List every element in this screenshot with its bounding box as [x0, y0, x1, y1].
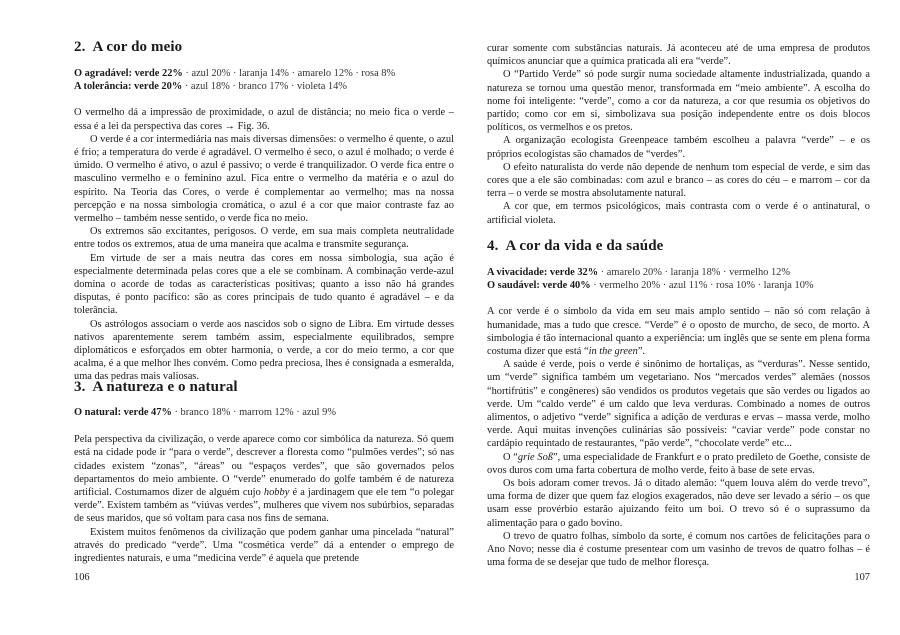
paragraph: Os astrólogos associam o verde aos nascidos sob o signo de Libra. Em virtude desses nativos aparentemente serem também assim, especialmente equilibrados, sempre diplomáticos e esforçados em obter harmonia, o verde, a cor do meio termo, a cor que acalma, é a que melhor lhes convém. Como pedra preciosa, lhes é consignada a esmeralda, uma das pedras mais valiosas.	[74, 318, 454, 383]
paragraph: O verde é a cor intermediária nas mais diversas dimensões: o vermelho é quente, o azul é frio; a temperatura do verde é agradável. O vermelho é seco, o azul é molhado; o verde é úmido. O vermelho é ativo, o azul é passivo; o verde é tranquilizador. O verde fica entre o masculino vermelho e o feminino azul. Fica entre o vermelho da matéria e o azul do espírito. Na Teoria das Cores, o verde é complementar ao vermelho; mas na nossa percepção e na nossa simbologia cromática, o azul é a cor que maior contraste faz ao vermelho – também nesse sentido, o verde fica no meio.	[74, 133, 454, 225]
right-page	[487, 0, 870, 635]
paragraph: A saúde é verde, pois o verde é sinônimo de hortaliças, as “verduras”. Nesse sentido, um “verde” significa também um vegetariano. Nos “mercados verdes” alemães (nossos “hortifrútis” e congêneres) são vendidos os produtos vegetais que são verdes ou ligados ao verde. Um “caldo verde” é um caldo que leva verduras. Combinado a nomes de outros alimentos, o adjetivo “verde” significa a adição de verduras e ervas – massa verde, molho verde. Aqui muitas invenções culinárias são possíveis: “caviar verde” pode constar no cardápio requintado de restaurantes, “pão verde”, “chocolate verde” etc...	[487, 359, 870, 450]
paragraph: A organização ecologista Greenpeace também escolheu a palavra “verde” – e os próprios ecologistas são chamados de “verdes”.	[487, 135, 870, 160]
paragraph: A cor verde é o símbolo da vida em seu mais amplo sentido – não só com relação à humanidade, mas a tudo que cresce. “Verde” é o oposto de murcho, de seco, de morto. A simbologia é tão internacional quanto a experiência: um inglês que se sente em plena forma costuma dizer que está “in the green”.	[487, 306, 870, 358]
stat-line: A tolerância: verde 20% · azul 18% · branco 17% · violeta 14%	[74, 81, 347, 93]
page-number: 107	[854, 572, 870, 583]
paragraph: Os extremos são excitantes, perigosos. O verde, em sua mais completa neutralidade entre todos os extremos, atua de uma maneira que acalma e transmite segurança.	[74, 226, 454, 251]
stat-line: O agradável: verde 22% · azul 20% · laranja 14% · amarelo 12% · rosa 8%	[74, 68, 396, 79]
paragraph: O “Partido Verde” só pode surgir numa sociedade altamente industrializada, quando a natureza se tornou uma questão menor, transformada em “meio ambiente”. A escolha do nome foi inteligente: “verde”, como a cor da natureza, a cor que resumia os objetivos do partido; como cor em si, simbolizava sua posição independente entre os dois blocos políticos, os vermelhos e os pretos.	[487, 69, 870, 134]
paragraph: O efeito naturalista do verde não depende de nenhum tom especial de verde, e sim das cores que a ele são combinadas: com azul e branco – as cores do céu – e marrom – cor da terra – o verde se mostra absolutamente natural.	[487, 161, 870, 200]
section-4	[487, 237, 870, 569]
paragraph: A cor que, em termos psicológicos, mais contrasta com o verde é o antinatural, o artificial violeta.	[487, 201, 870, 226]
paragraph: Em virtude de ser a mais neutra das cores em nossa simbologia, sua ação é especialmente determinada pelas cores que a ele se combinam. A combinação verde-azul domina o acorde de todas as características positivas; quanto a isso não há grandes disputas, é ponto pacífico: são as cores principais de tudo quanto é agradável – e da tolerância.	[74, 252, 454, 317]
stat-line: O natural: verde 47% · branco 18% · marrom 12% · azul 9%	[74, 407, 337, 418]
section-2	[74, 38, 454, 384]
section-3-continuation	[487, 42, 870, 227]
section-3	[74, 378, 454, 565]
section-heading: 3. A natureza e o natural	[74, 379, 238, 395]
section-heading: 2. A cor do meio	[74, 39, 183, 55]
stat-line: A vivacidade: verde 32% · amarelo 20% · laranja 18% · vermelho 12%	[487, 267, 790, 278]
paragraph: O “grie Soß”, uma especialidade de Frankfurt e o prato predileto de Goethe, consiste de ovos duros com uma farta cobertura de molho verde, feito à base de sete ervas.	[487, 451, 871, 476]
paragraph: Os bois adoram comer trevos. Já o ditado alemão: “quem louva além do verde trevo”, uma forma de dizer que quem faz elogios exagerados, não deve ser levado a sério – os que usam esse provérbio estarão ajuizando feito um boi. O trevo só é o suprassumo da alimentação para o gado bovino.	[487, 478, 870, 529]
paragraph: O vermelho dá a impressão de proximidade, o azul de distância; no meio fica o verde – essa é a lei da perspectiva das cores → Fig. 36.	[74, 107, 454, 132]
paragraph: Pela perspectiva da civilização, o verde aparece como cor simbólica da natureza. Só quem está na cidade pode ir “para o verde”, descrever a floresta como “pulmões verdes”; só nas cidades existem “zonas”, “áreas” ou “espaços verdes”, que são governados pelos departamentos do meio ambiente. O “verde” enumerado do golfe também é de natureza artificial. Costumamos dizer de alguém cujo hobby é a jardinagem que ele tem “o polegar verde”. Existem também as “viúvas verdes”, mulheres que vivem nos subúrbios, separadas de seus maridos, que só voltam para casa nos fins de semana.	[74, 434, 454, 525]
paragraph: Existem muitos fenômenos da civilização que podem ganhar uma pincelada “natural” através do predicado “verde”. Uma “cosmética verde” dá a entender o emprego de ingredientes naturais, e uma “medicina verde” é aquela que pretende	[74, 526, 454, 565]
left-page	[74, 0, 454, 635]
paragraph: curar somente com substâncias naturais. Já aconteceu até de uma empresa de produtos químicos anunciar que a química praticada ali era “verde”.	[487, 43, 870, 68]
page-number: 106	[74, 572, 90, 583]
stat-line: O saudável: verde 40% · vermelho 20% · azul 11% · rosa 10% · laranja 10%	[487, 280, 814, 292]
section-heading: 4. A cor da vida e da saúde	[487, 238, 664, 254]
paragraph: O trevo de quatro folhas, símbolo da sorte, é comum nos cartões de felicitações para o Ano Novo; nesse dia é costume presentear com um vasinho de trevos de quatro folhas – é uma forma de se desejar que tudo de melhor floresça.	[487, 530, 870, 569]
